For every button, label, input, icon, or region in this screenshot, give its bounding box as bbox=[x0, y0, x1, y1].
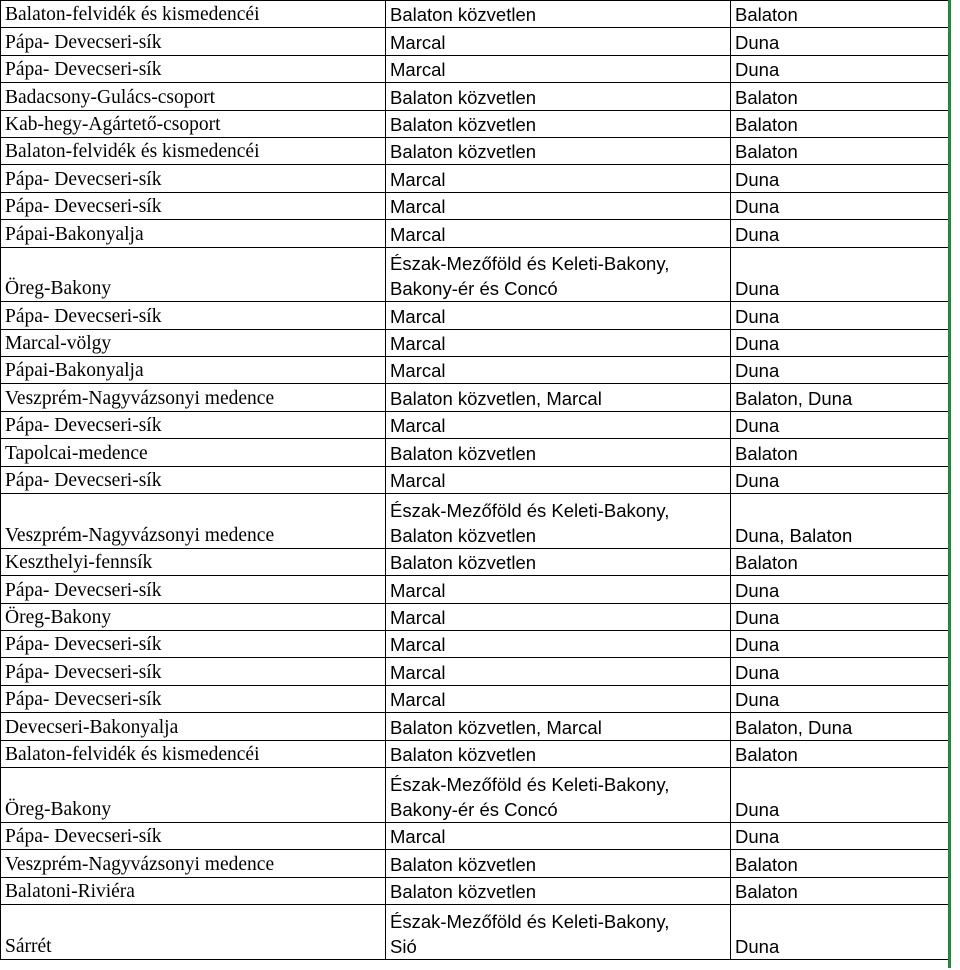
catchment-line: Marcal bbox=[390, 305, 446, 327]
region-cell[interactable]: Balaton-felvidék és kismedencéi bbox=[1, 740, 386, 767]
table-row bbox=[1, 877, 949, 904]
table-row bbox=[1, 55, 949, 82]
basin-cell[interactable]: Duna bbox=[731, 165, 949, 192]
basin-cell[interactable]: Duna, Balaton bbox=[731, 494, 949, 549]
region-cell[interactable]: Balaton-felvidék és kismedencéi bbox=[1, 137, 386, 164]
table-row bbox=[1, 110, 949, 137]
catchment-cell[interactable] bbox=[386, 439, 731, 466]
catchment-cell[interactable] bbox=[386, 740, 731, 767]
basin-cell[interactable]: Duna bbox=[731, 658, 949, 685]
basin-cell[interactable]: Duna bbox=[731, 411, 949, 438]
table-row bbox=[1, 713, 949, 740]
catchment-cell[interactable] bbox=[386, 55, 731, 82]
catchment-line: Marcal bbox=[390, 196, 446, 218]
table-row bbox=[1, 329, 949, 356]
catchment-line: Balaton közvetlen bbox=[390, 141, 537, 163]
catchment-line: Marcal bbox=[390, 661, 446, 683]
table-row bbox=[1, 302, 949, 329]
basin-cell[interactable]: Duna bbox=[731, 685, 949, 712]
catchment-cell[interactable] bbox=[386, 494, 731, 549]
basin-cell[interactable]: Balaton bbox=[731, 1, 949, 28]
region-cell[interactable]: Öreg-Bakony bbox=[1, 603, 386, 630]
catchment-cell[interactable] bbox=[386, 83, 731, 110]
table-row bbox=[1, 357, 949, 384]
basin-cell[interactable]: Balaton bbox=[731, 110, 949, 137]
catchment-line: Marcal bbox=[390, 470, 446, 492]
basin-cell[interactable]: Duna bbox=[731, 767, 949, 822]
basin-cell[interactable]: Balaton bbox=[731, 439, 949, 466]
basin-cell[interactable]: Duna bbox=[731, 247, 949, 302]
catchment-line: Balaton közvetlen bbox=[390, 442, 537, 464]
table-row bbox=[1, 439, 949, 466]
catchment-cell[interactable] bbox=[386, 767, 731, 822]
basin-cell[interactable]: Duna bbox=[731, 302, 949, 329]
region-cell[interactable]: Pápa- Devecseri-sík bbox=[1, 28, 386, 55]
catchment-cell[interactable] bbox=[386, 822, 731, 849]
region-cell[interactable]: Sárrét bbox=[1, 904, 386, 959]
basin-cell[interactable]: Balaton, Duna bbox=[731, 384, 949, 411]
catchment-line: Marcal bbox=[390, 415, 446, 437]
catchment-cell[interactable] bbox=[386, 603, 731, 630]
region-cell[interactable]: Pápa- Devecseri-sík bbox=[1, 822, 386, 849]
region-cell[interactable]: Öreg-Bakony bbox=[1, 247, 386, 302]
region-cell[interactable]: Pápa- Devecseri-sík bbox=[1, 466, 386, 493]
catchment-line: Balaton közvetlen bbox=[390, 524, 537, 546]
catchment-line: Észak-Mezőföld és Keleti-Bakony, bbox=[390, 499, 670, 521]
catchment-line: Balaton közvetlen bbox=[390, 113, 537, 135]
catchment-line: Marcal bbox=[390, 607, 446, 629]
table-row bbox=[1, 192, 949, 219]
catchment-cell[interactable] bbox=[386, 192, 731, 219]
table-row bbox=[1, 411, 949, 438]
catchment-cell[interactable] bbox=[386, 110, 731, 137]
catchment-cell[interactable] bbox=[386, 548, 731, 575]
region-cell[interactable]: Pápai-Bakonyalja bbox=[1, 220, 386, 247]
table-row bbox=[1, 685, 949, 712]
catchment-line: Marcal bbox=[390, 168, 446, 190]
region-cell[interactable]: Veszprém-Nagyvázsonyi medence bbox=[1, 850, 386, 877]
basin-cell[interactable]: Duna bbox=[731, 576, 949, 603]
table-row bbox=[1, 767, 949, 822]
table-row bbox=[1, 822, 949, 849]
catchment-line: Marcal bbox=[390, 360, 446, 382]
catchment-cell[interactable] bbox=[386, 247, 731, 302]
table-row bbox=[1, 384, 949, 411]
basin-cell[interactable]: Duna bbox=[731, 904, 949, 959]
basin-cell[interactable]: Duna bbox=[731, 822, 949, 849]
catchment-cell[interactable] bbox=[386, 658, 731, 685]
catchment-cell[interactable] bbox=[386, 411, 731, 438]
table-body bbox=[1, 1, 949, 960]
catchment-line: Marcal bbox=[390, 31, 446, 53]
catchment-line: Észak-Mezőföld és Keleti-Bakony, bbox=[390, 773, 670, 795]
catchment-line: Marcal bbox=[390, 634, 446, 656]
basin-cell[interactable]: Balaton, Duna bbox=[731, 713, 949, 740]
table-row bbox=[1, 740, 949, 767]
table-row bbox=[1, 28, 949, 55]
catchment-line: Bakony-ér és Concó bbox=[390, 278, 558, 300]
catchment-cell[interactable] bbox=[386, 1, 731, 28]
table-row bbox=[1, 603, 949, 630]
catchment-cell[interactable] bbox=[386, 137, 731, 164]
catchment-line: Marcal bbox=[390, 826, 446, 848]
catchment-cell[interactable] bbox=[386, 329, 731, 356]
catchment-cell[interactable] bbox=[386, 302, 731, 329]
basin-cell[interactable]: Balaton bbox=[731, 548, 949, 575]
catchment-cell[interactable] bbox=[386, 877, 731, 904]
table-row bbox=[1, 631, 949, 658]
table-row bbox=[1, 165, 949, 192]
basin-cell[interactable]: Duna bbox=[731, 631, 949, 658]
region-cell[interactable]: Pápa- Devecseri-sík bbox=[1, 302, 386, 329]
region-cell[interactable]: Veszprém-Nagyvázsonyi medence bbox=[1, 384, 386, 411]
basin-cell[interactable]: Duna bbox=[731, 466, 949, 493]
region-cell[interactable]: Devecseri-Bakonyalja bbox=[1, 713, 386, 740]
catchment-cell[interactable] bbox=[386, 685, 731, 712]
catchment-line: Balaton közvetlen bbox=[390, 880, 537, 902]
region-cell[interactable]: Pápa- Devecseri-sík bbox=[1, 192, 386, 219]
catchment-cell[interactable] bbox=[386, 850, 731, 877]
basin-cell[interactable]: Balaton bbox=[731, 877, 949, 904]
catchment-line: Marcal bbox=[390, 689, 446, 711]
table-row bbox=[1, 658, 949, 685]
basin-cell[interactable]: Balaton bbox=[731, 137, 949, 164]
basin-cell[interactable]: Balaton bbox=[731, 83, 949, 110]
catchment-line: Észak-Mezőföld és Keleti-Bakony, bbox=[390, 253, 670, 275]
catchment-line: Marcal bbox=[390, 333, 446, 355]
catchment-cell[interactable] bbox=[386, 220, 731, 247]
table-row bbox=[1, 576, 949, 603]
catchment-line: Marcal bbox=[390, 579, 446, 601]
basin-cell[interactable]: Duna bbox=[731, 357, 949, 384]
table-row bbox=[1, 548, 949, 575]
catchment-cell[interactable] bbox=[386, 357, 731, 384]
catchment-line: Észak-Mezőföld és Keleti-Bakony, bbox=[390, 910, 670, 932]
basin-cell[interactable]: Balaton bbox=[731, 740, 949, 767]
catchment-cell[interactable] bbox=[386, 384, 731, 411]
region-cell[interactable]: Balatoni-Riviéra bbox=[1, 877, 386, 904]
region-cell[interactable]: Pápai-Bakonyalja bbox=[1, 357, 386, 384]
catchment-cell[interactable] bbox=[386, 713, 731, 740]
basin-cell[interactable]: Duna bbox=[731, 220, 949, 247]
table-row bbox=[1, 1, 949, 28]
region-cell[interactable]: Öreg-Bakony bbox=[1, 767, 386, 822]
region-cell[interactable]: Veszprém-Nagyvázsonyi medence bbox=[1, 494, 386, 549]
catchment-line: Sió bbox=[390, 935, 417, 957]
basin-cell[interactable]: Duna bbox=[731, 603, 949, 630]
catchment-cell[interactable] bbox=[386, 28, 731, 55]
basin-cell[interactable]: Duna bbox=[731, 28, 949, 55]
region-cell[interactable]: Pápa- Devecseri-sík bbox=[1, 411, 386, 438]
table-row bbox=[1, 137, 949, 164]
region-cell[interactable]: Tapolcai-medence bbox=[1, 439, 386, 466]
region-cell[interactable]: Pápa- Devecseri-sík bbox=[1, 685, 386, 712]
catchment-cell[interactable] bbox=[386, 904, 731, 959]
catchment-line: Marcal bbox=[390, 59, 446, 81]
region-cell[interactable]: Balaton-felvidék és kismedencéi bbox=[1, 1, 386, 28]
basin-cell[interactable]: Balaton bbox=[731, 850, 949, 877]
catchment-cell[interactable] bbox=[386, 576, 731, 603]
table-row bbox=[1, 850, 949, 877]
table-row bbox=[1, 83, 949, 110]
catchment-line: Balaton közvetlen bbox=[390, 853, 537, 875]
table-row bbox=[1, 220, 949, 247]
table-row bbox=[1, 904, 949, 959]
catchment-line: Balaton közvetlen bbox=[390, 552, 537, 574]
catchment-line: Bakony-ér és Concó bbox=[390, 798, 558, 820]
table-row bbox=[1, 494, 949, 549]
region-cell[interactable]: Pápa- Devecseri-sík bbox=[1, 631, 386, 658]
region-cell[interactable]: Pápa- Devecseri-sík bbox=[1, 55, 386, 82]
basin-cell[interactable]: Duna bbox=[731, 192, 949, 219]
catchment-cell[interactable] bbox=[386, 631, 731, 658]
region-cell[interactable]: Marcal-völgy bbox=[1, 329, 386, 356]
catchment-line: Balaton közvetlen bbox=[390, 4, 537, 26]
catchment-line: Balaton közvetlen, Marcal bbox=[390, 716, 602, 738]
catchment-line: Balaton közvetlen bbox=[390, 86, 537, 108]
catchment-line: Balaton közvetlen, Marcal bbox=[390, 387, 602, 409]
basin-cell[interactable]: Duna bbox=[731, 329, 949, 356]
region-cell[interactable]: Pápa- Devecseri-sík bbox=[1, 165, 386, 192]
catchment-line: Balaton közvetlen bbox=[390, 743, 537, 765]
basin-cell[interactable]: Duna bbox=[731, 55, 949, 82]
region-cell[interactable]: Pápa- Devecseri-sík bbox=[1, 576, 386, 603]
region-cell[interactable]: Pápa- Devecseri-sík bbox=[1, 658, 386, 685]
table-row bbox=[1, 247, 949, 302]
catchment-line: Marcal bbox=[390, 223, 446, 245]
region-cell[interactable]: Badacsony-Gulács-csoport bbox=[1, 83, 386, 110]
catchment-cell[interactable] bbox=[386, 466, 731, 493]
catchment-cell[interactable] bbox=[386, 165, 731, 192]
table-row bbox=[1, 466, 949, 493]
region-cell[interactable]: Kab-hegy-Agártető-csoport bbox=[1, 110, 386, 137]
region-cell[interactable]: Keszthelyi-fennsík bbox=[1, 548, 386, 575]
